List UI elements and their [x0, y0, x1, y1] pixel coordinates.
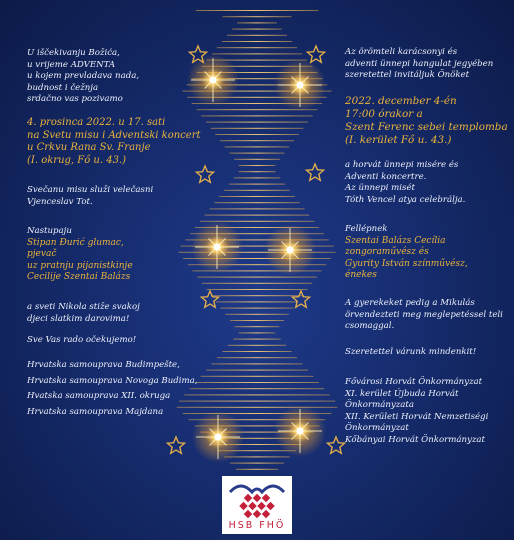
hu-pianist-role: zongoraművész és [345, 247, 429, 257]
golden-stripe [217, 47, 297, 48]
hr-greeting-line: u vrijeme ADVENTA [27, 59, 116, 70]
hu-mikulas-line: örvendezteti meg meglepetéssel teli [345, 309, 503, 320]
hu-organizer: XI. kerület Újbuda Horvát [345, 388, 459, 399]
hu-event-venue: Szent Ferenc sebei templomba [345, 121, 508, 133]
hu-closing: Szeretettel várunk mindenkit! [345, 347, 477, 357]
star-outline-icon [196, 166, 213, 182]
hu-pianist-name: Szentai Balázs Cecília [345, 235, 446, 246]
hu-actor-name: Gyurity István színművész, [345, 258, 468, 269]
hu-organizer: Önkormányzat [345, 423, 409, 433]
hu-mikulas-line: csomaggal. [345, 321, 395, 331]
hr-performer-name: Stipan Đurić glumac, [27, 237, 124, 248]
hu-mass-line: a horvát ünnepi misére és [345, 160, 459, 170]
star-outline-icon [307, 46, 324, 62]
hr-organizer: Hvatska samouprava XII. okruga [27, 391, 171, 401]
hu-organizer: XII. Kerületi Horvát Nemzetiségi [345, 411, 489, 422]
hu-event-time: 17:00 órakor a [345, 108, 423, 120]
hr-organizer: Hrvatska samouprava Novoga Budima, [27, 375, 198, 386]
hr-event-details [27, 117, 217, 167]
hu-event-address: (I. kerület Fő u. 43.) [345, 134, 452, 146]
hr-performers-title: Nastupaju [27, 226, 72, 236]
golden-stripe [223, 16, 292, 17]
golden-stripe [229, 184, 285, 185]
hr-organizers [27, 358, 217, 420]
golden-stripe [233, 339, 281, 340]
golden-stripe [217, 357, 297, 358]
hr-event-address: (I. okrug, Fő u. 43.) [27, 154, 127, 166]
golden-stripe [212, 53, 302, 54]
hr-event-venue: u Crkvu Rana Sv. Franje [27, 142, 151, 153]
golden-stripe [206, 370, 308, 371]
hu-greeting [345, 47, 510, 82]
hr-greeting [27, 48, 217, 106]
logo-text: HSB FHÖ [228, 520, 286, 531]
golden-stripe [230, 463, 284, 464]
golden-stripe [228, 345, 286, 346]
golden-stripe [214, 202, 299, 203]
hr-greeting-line: srdačno vas pozivamo [27, 94, 123, 104]
sparkle-icon [264, 224, 316, 276]
star-outline-icon [327, 437, 344, 453]
golden-stripe [229, 153, 284, 154]
hr-greeting-line: budnost i čežnja [27, 82, 99, 93]
hr-performer-role: pjevač [27, 249, 57, 259]
hr-nikola-line: a sveti Nikola stiže svakoj [27, 302, 140, 312]
star-outline-icon [167, 437, 184, 453]
hu-performers-title: Fellépnek [345, 224, 388, 234]
golden-stripe [225, 314, 289, 315]
hr-event-title: na Svetu misu i Adventski koncert [27, 129, 201, 141]
golden-stripe [220, 140, 294, 141]
hu-performers [345, 224, 510, 282]
golden-stripe [211, 295, 303, 296]
golden-stripe [209, 208, 304, 209]
hr-organizer: Hrvatska samouprava Majdana [27, 406, 164, 417]
hu-mikulas [345, 298, 510, 333]
hr-greeting-line: u kojem prevladava nada, [27, 71, 140, 81]
golden-stripe [239, 332, 276, 333]
hu-mass-line: Tóth Vencel atya celebrálja. [345, 194, 466, 205]
hr-nikola-line: djeci slatkim darovima! [27, 313, 130, 324]
hr-mass-info [27, 185, 217, 208]
golden-stripe [201, 115, 313, 116]
golden-stripe [196, 10, 319, 11]
golden-stripe [235, 326, 280, 327]
golden-stripe [234, 177, 281, 178]
golden-stripe [205, 215, 310, 216]
hu-organizer: Fővárosi Horvát Önkormányzat [345, 377, 483, 387]
golden-stripe [202, 283, 312, 284]
golden-stripe [227, 35, 287, 36]
hu-greeting-line: Az örömteli karácsonyi és [345, 47, 458, 57]
golden-stripe [211, 363, 302, 364]
hr-closing: Sve Vas rado očekujemo! [27, 335, 137, 345]
hr-mass-line: Vjenceslav Tot. [27, 196, 93, 207]
hu-event-details [345, 95, 510, 147]
golden-stripe [239, 171, 276, 172]
sparkle-icon [274, 59, 326, 111]
star-outline-icon [306, 164, 323, 180]
golden-stripe [211, 128, 304, 129]
hu-organizers [345, 377, 510, 446]
hu-mass-line: Adventi koncertre. [345, 171, 427, 182]
golden-stripe [232, 29, 282, 30]
golden-stripe [224, 190, 290, 191]
golden-stripe [237, 22, 277, 23]
hu-mikulas-line: A gyerekeket pedig a Mikulás [345, 298, 475, 308]
hu-mass-line: Az ünnepi misét [345, 183, 415, 193]
hr-mass-line: Svečanu misu služi velečasni [27, 185, 154, 195]
golden-stripe [219, 196, 295, 197]
golden-stripe [201, 376, 314, 377]
golden-stripe [221, 308, 294, 309]
golden-stripe [222, 41, 292, 42]
golden-stripe [206, 289, 307, 290]
hu-greeting-line: adventi ünnepi hangulat jegyében [345, 58, 494, 69]
hu-actor-role: énekes [345, 270, 377, 280]
golden-stripe [222, 351, 291, 352]
golden-stripe [225, 146, 290, 147]
hr-nikola [27, 302, 217, 325]
hr-performers [27, 226, 217, 284]
hr-event-date: 4. prosinca 2022. u 17. sati [27, 117, 166, 128]
golden-stripe [239, 165, 276, 166]
hu-greeting-line: szeretettel invitáljuk Önöket [345, 70, 470, 80]
hr-performer-accompaniment: uz pratnju pijanistkinje [27, 260, 133, 271]
star-outline-icon [292, 291, 309, 307]
hu-event-date: 2022. december 4-én [345, 95, 457, 107]
hr-greeting-line: U iščekivanju Božića, [27, 48, 120, 58]
golden-stripe [206, 122, 308, 123]
golden-stripe [234, 159, 280, 160]
golden-stripe [236, 469, 278, 470]
hu-mass-info [345, 160, 510, 206]
golden-stripe [216, 301, 298, 302]
hu-organizer: Kőbányai Horvát Önkormányzat [345, 434, 485, 445]
golden-stripe [230, 320, 284, 321]
logo-emblem-icon [222, 476, 292, 520]
golden-stripe [215, 134, 298, 135]
hsb-fho-logo [222, 476, 292, 534]
hr-pianist-name: Cecilije Szentai Balázs [27, 272, 131, 282]
hr-organizer: Hrvatska samouprava Budimpešte, [27, 360, 180, 370]
hu-organizer: Önkormányzata [345, 400, 414, 410]
sparkle-icon [274, 405, 326, 457]
